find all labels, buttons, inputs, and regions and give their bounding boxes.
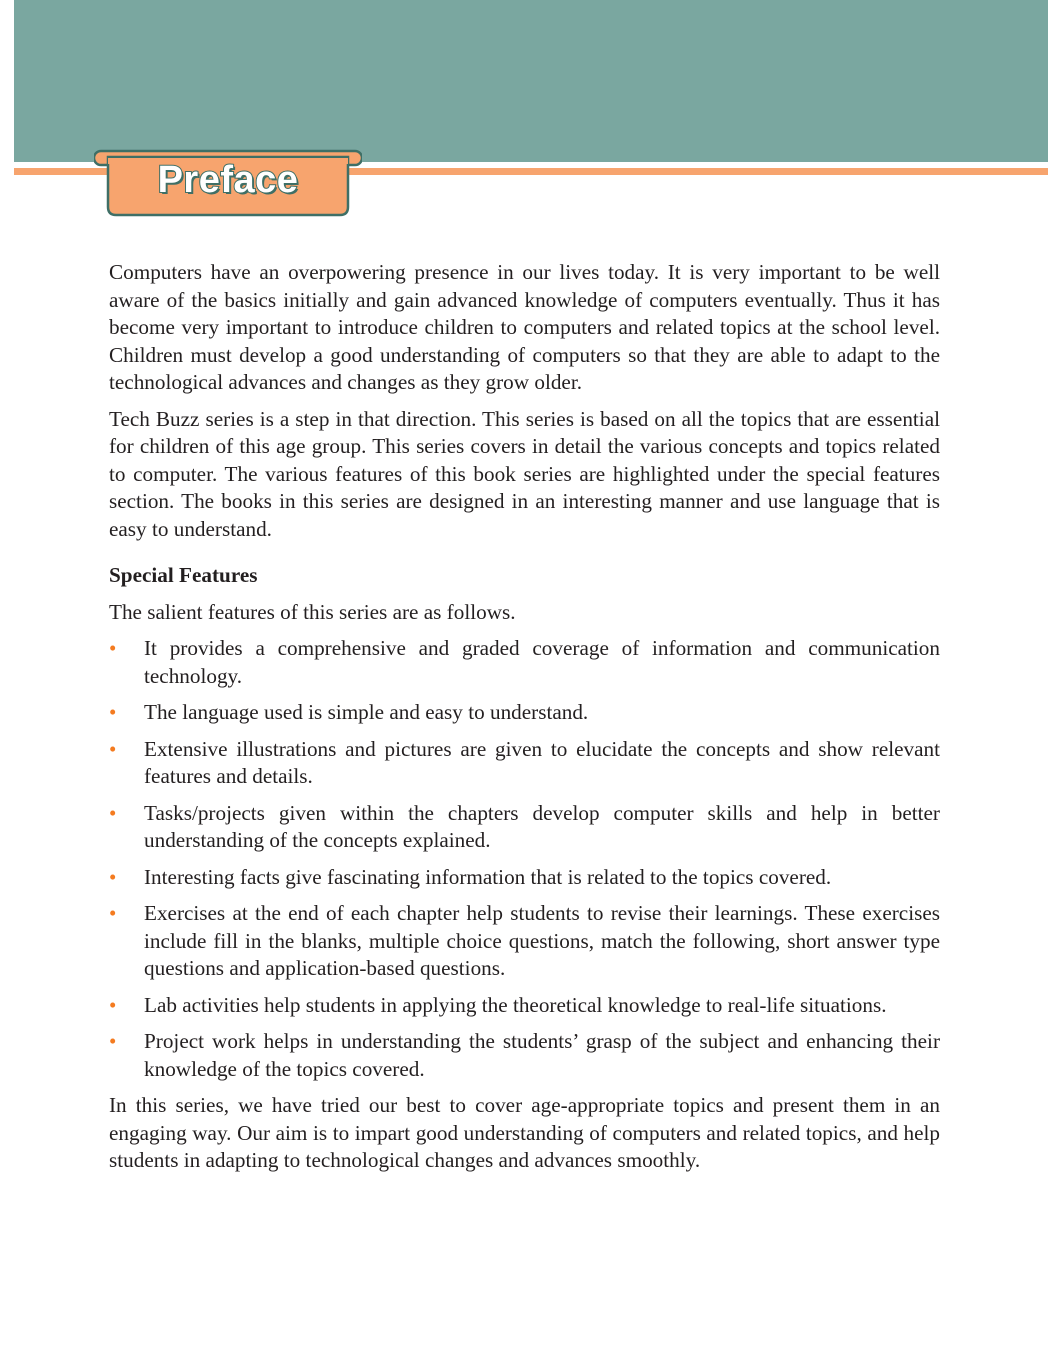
feature-list-item [109,800,940,855]
feature-text: The language used is simple and easy to understand. [144,700,589,724]
title-tab [94,149,362,219]
bullet-icon: • [109,700,117,724]
feature-list-item [109,1028,940,1083]
feature-text: Project work helps in understanding the students’ grasp of the subject and enhancing their knowledge of the topics covered. [144,1029,940,1081]
intro-paragraph-1: Computers have an overpowering presence in our lives today. It is very important to be well aware of the basics initially and gain advanced knowledge of computers eventually. Thus it has become very important to introduce children to computers and related topics at the school level. Children must develop a good understanding of computers so that they are able to adapt to the technological advances and changes as they grow older. [109,260,940,394]
closing-paragraph: In this series, we have tried our best to cover age-appropriate topics and present them in an engaging way. Our aim is to impart good understanding of computers and related topics, and help students in adapting to technological changes and advances smoothly. [109,1093,940,1172]
bullet-icon: • [109,992,117,1017]
header-band [14,0,1048,162]
feature-list-item [109,635,940,690]
feature-text: Lab activities help students in applying the theoretical knowledge to real-life situations. [144,992,887,1017]
feature-text: Exercises at the end of each chapter help students to revise their learnings. These exercises include fill in the blanks, multiple choice questions, match the following, short answer type questions and application-based questions. [144,901,940,980]
feature-list-item [109,992,940,1020]
bullet-icon: • [109,901,117,925]
feature-text: Tasks/projects given within the chapters develop computer skills and help in better understanding of the concepts explained. [144,800,940,852]
bullet-icon: • [109,636,117,660]
feature-list-item [109,736,940,791]
feature-list-item [109,864,940,892]
special-features-heading: Special Features [109,563,258,587]
feature-text: It provides a comprehensive and graded coverage of information and communication technology. [144,636,940,688]
content-area [109,259,940,1184]
feature-text: Interesting facts give fascinating information that is related to the topics covered. [144,864,832,889]
bullet-icon: • [109,1029,117,1053]
feature-list-item [109,900,940,983]
feature-list [109,635,940,1083]
intro-paragraph-2: Tech Buzz series is a step in that direction. This series is based on all the topics that are essential for children of this age group. This series covers in detail the various concepts and topics related to computer. The various features of this book series are highlighted under the special features section. The books in this series are designed in an interesting manner and use language that is easy to understand. [109,406,940,541]
special-features-lead: The salient features of this series are as follows. [109,599,516,624]
feature-list-item [109,699,940,727]
bullet-icon: • [109,864,117,889]
feature-text: Extensive illustrations and pictures are given to elucidate the concepts and show relevant features and details. [144,736,940,788]
bullet-icon: • [109,800,117,825]
bullet-icon: • [109,736,117,761]
page-title: Preface [157,159,299,201]
